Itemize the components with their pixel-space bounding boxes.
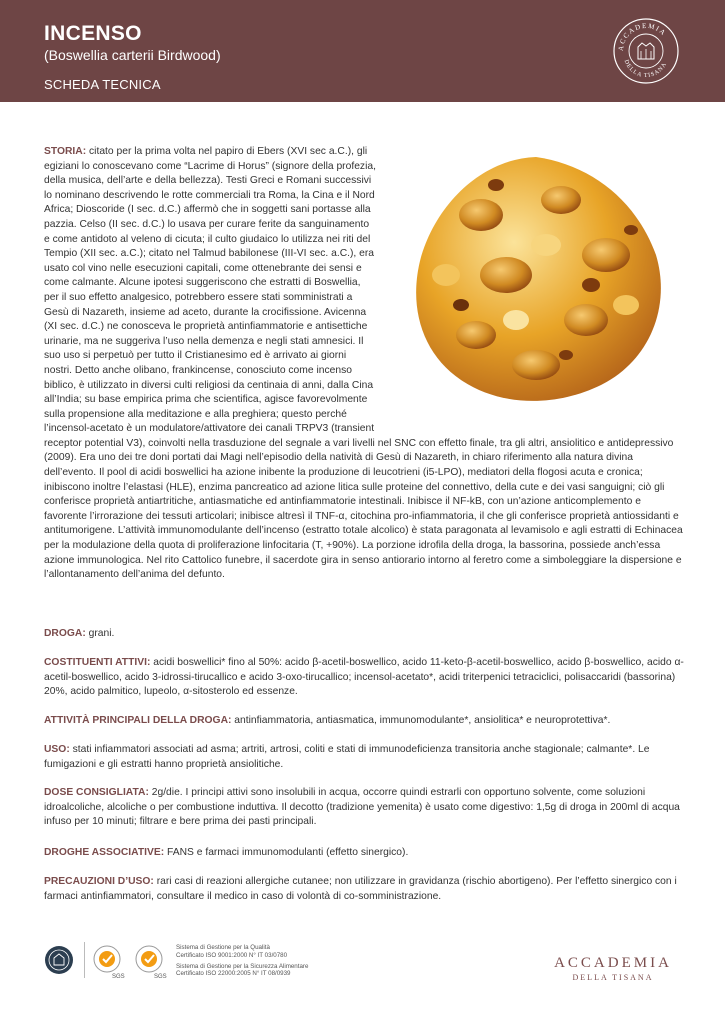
droga-section [44,627,686,642]
precauzioni-label: PRECAUZIONI D’USO: [44,876,154,887]
section-title: SCHEDA TECNICA [44,77,161,92]
uso-section [44,743,686,772]
cert2-line2: Certificato ISO 22000:2005 N° IT 08/0939 [176,970,291,978]
precauzioni-section [44,875,686,904]
costituenti-text: acidi boswellici* fino al 50%: acido β-acetil-boswellico, acido 11-keto-β-acetil-boswellico, acido β-boswellico, acido α-acetil-boswellico, acido 3-idrossi-tirucallico e acido 3-oxo-tirucallico; incensol-acetato*, acidi triterpenici tetraciclici, polisaccaridi (bassorina) 20%, acido palmitico, lupeolo, α-sitosterolo ed essenze. [44,657,684,698]
costituenti-section [44,656,686,700]
footer-seal-icon [44,945,74,975]
dose-text: 2g/die. I principi attivi sono insolubili in acqua, occorre quindi estrarli con opportuno solvente, come soluzioni idroalcoliche, alcoliche o per combustione induttiva. Il decotto (tradizione yemenita) è usato come digestivo: 1,5g di droga in 200ml di acqua infuso per 10 minuti; filtrare e bere prima dei pasti principali. [44,787,680,828]
brand-main-text: ACCADEMIA [554,955,672,971]
sgs-label-2: SGS [154,974,167,980]
sgs-iso22000-badge-icon [134,944,168,980]
sgs-label-1: SGS [112,974,125,980]
svg-text:ACCADEMIA [617,22,668,51]
academy-seal-icon [612,17,680,85]
seal-top-text: ACCADEMIA [616,21,668,52]
brand-sub-text: DELLA TISANA [572,973,654,982]
droghe-text: FANS e farmaci immunomodulanti (effetto sinergico). [164,847,409,858]
droghe-label: DROGHE ASSOCIATIVE: [44,847,165,858]
certification-text [176,944,376,981]
storia-text: citato per la prima volta nel papiro di Ebers (XVI sec a.C.), gli egiziani lo conoscevano come “Lacrime di Horus” (signore della profezia, della musica, dell’arte e della bellezza). Testi Greci e Romani successivi lo nominano descrivendo le rotte commerciali tra Roma, la Cina e il Nord Africa; Dioscoride (I sec. d.C.) affermò che in soggetti sani portasse alla pazzia. Celso (II sec. d.C.) lo usava per curare ferite da sanguinamento e come antidoto al veleno di cicuta; il culto giudaico lo utilizza nei riti del Tempio (XII sec. a.C.); citato nel Talmud babilonese (III-VI sec. a.C.), era usato col vino nelle esecuzioni capitali, come ottenebrante dei sensi e come calmante. Alcune ipotesi suggeriscono che estratti di Boswellia, per il suo effetto analgesico, potrebbero essere stati somministrati a Gesù di Nazareth, insieme ad aceto, durante la crocifissione. Avicenna (XI sec. d.C.) ne conosceva le proprietà antinfiammatorie e antisettiche urinarie, ma ne suggeriva l’uso nella demenza e negli stati amnesici. Il suo uso si perpetuò per tutto il Cristianesimo ed è arrivato ai giorni nostri. Detto anche olibano, frankincense, conosciuto come incenso biblico, è utilizzato in diversi culti religiosi da centinaia di anni, dalla Cina all’India; su base empirica prima che scientifica, agisce favorevolmente sulla propensione alla meditazione e alla preghiera; questo perché l’incensol-acetato è un modulatore/attivatore dei canali TRPV3 (transient receptor potential V3), coinvolti nella trasduzione del segnale a vari livelli nel SNC con effetto finale, tra gli altri, ansiolitico e antidepressivo (2009). Era uno dei tre doni portati dai Magi nell’episodio della natività di Gesù di Nazareth, in chiaro riferimento alla natura divina dell’evento. Il pool di acidi boswellici ha azione inibente la produzione di leucotrieni (i5-LPO), mediatori della flogosi acuta e cronica; inibiscono inoltre l’elastasi (HLE), enzima pancreatico ad azione litica sulle proteine del connettivo, della cute e dei vasi sanguigni; ciò gli conferisce proprietà antiartritiche, antiasmatiche ed antinfiammatorie intestinali. Inibisce il NF-kB, con un’azione anticomplemento e favorente l’irrorazione dei tessuti articolari; inibisce altresì il TNF-α, citochina pro-infiammatoria, il che gli conferisce proprietà antiossidanti e antitumorigene. L’attività immunomodulante dell’incenso (estratto totale alcolico) è stata paragonata al levamisolo e agli estratti di Echinacea per la modulazione della quota di proliferazione linfocitaria (T, +90%). La porzione idrofila della droga, la bassorina, possiede anch’essa azione immunologica. Nel rito Cattolico funebre, il sacerdote gira in senso antiorario intorno al feretro come a simboleggiare la dispersione e l’allontanamento dell’anima del defunto. [44,146,683,581]
footer-divider [84,942,85,978]
cert1-line2: Certificato ISO 9001:2000 N° IT 03/0780 [176,951,288,959]
storia-label: STORIA: [44,146,87,157]
costituenti-label: COSTITUENTI ATTIVI: [44,657,151,668]
droghe-associative-section [44,846,686,861]
sgs-iso9001-badge-icon [92,944,126,980]
page-title: INCENSO [44,22,142,45]
dose-label: DOSE CONSIGLIATA: [44,787,149,798]
precauzioni-text: rari casi di reazioni allergiche cutanee; non utilizzare in gravidanza (rischio abortigeno). Per l’effetto sinergico con i farmaci antinfiammatori, consultare il medico in caso di volontà di co-somministrazione. [44,876,677,902]
dose-section [44,786,686,830]
seal-bottom-text: DELLA TISANA [622,59,669,80]
attivita-text: antinfiammatoria, antiasmatica, immunomodulante*, ansiolitica* e neuroprotettiva*. [231,715,611,726]
cert2-line1: Sistema di Gestione per la Sicurezza Alimentare [176,962,309,970]
droga-label: DROGA: [44,628,86,639]
uso-label: USO: [44,744,70,755]
cert1-line1: Sistema di Gestione per la Qualità [176,944,270,951]
attivita-section [44,714,686,729]
frankincense-resin-image [386,145,686,423]
attivita-label: ATTIVITÀ PRINCIPALI DELLA DROGA: [44,715,232,726]
uso-text: stati infiammatori associati ad asma; artriti, artrosi, coliti e stati di immunodeficienza transitoria anche stagionale; calmante*. Le fumigazioni e gli estratti hanno proprietà ansiolitiche. [44,744,650,770]
svg-text:DELLA TISANA [623,59,669,79]
botanical-name: (Boswellia carterii Birdwood) [44,47,221,63]
header-banner [0,0,725,102]
storia-section [44,145,686,583]
droga-text: grani. [85,628,115,639]
brand-logo [540,955,686,982]
